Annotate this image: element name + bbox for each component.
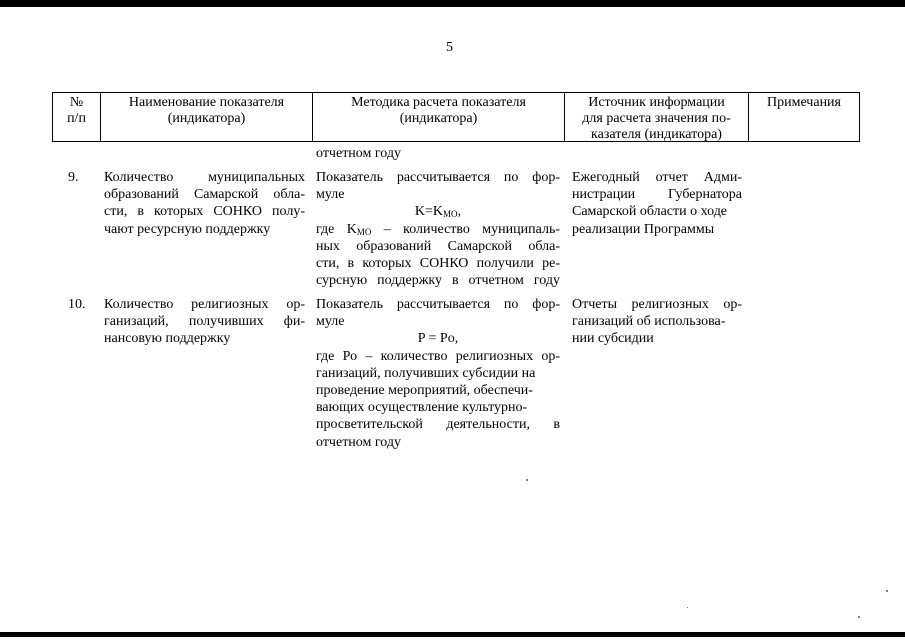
- text-line: проведение мероприятий, обеспечи-: [316, 383, 533, 399]
- header-source-line: Источник информации: [588, 95, 725, 110]
- text-line: [316, 221, 560, 238]
- header-notes: [749, 93, 859, 141]
- header-num-line: п/п: [67, 111, 86, 126]
- text-line: нансовую поддержку: [104, 331, 231, 347]
- formula-line: [316, 203, 560, 220]
- header-source-line: казателя (индикатора): [591, 127, 722, 142]
- top-border-rule: [0, 0, 905, 7]
- text-line: просветительской деятельности, в: [316, 417, 560, 433]
- row-method: [316, 169, 560, 289]
- row-number: 9.: [68, 170, 79, 185]
- formula-line: P = Po,: [417, 331, 459, 347]
- text-line: сти, в которых СОНКО получили ре-: [316, 256, 560, 272]
- row-source: [572, 169, 742, 238]
- header-method-line: (индикатора): [399, 111, 478, 126]
- text-line: чают ресурсную поддержку: [104, 221, 271, 237]
- formula-text: ,: [457, 204, 462, 220]
- text-line: ганизаций, получивших субсидии на: [316, 365, 536, 381]
- text-line: Количество муниципальных: [104, 170, 305, 185]
- continuation-text: отчетном году: [316, 146, 402, 161]
- text-line: нии субсидии: [572, 331, 654, 347]
- text-line: Самарской области о ходе: [572, 204, 728, 220]
- scan-speck: [526, 479, 528, 481]
- header-source-line: для расчета значения по-: [582, 111, 731, 126]
- header-notes-line: Примечания: [766, 95, 841, 110]
- text-line: реализации Программы: [572, 221, 715, 237]
- scan-speck: [858, 616, 860, 618]
- text-line: ганизаций, получивших фи-: [104, 314, 305, 330]
- text-line: Показатель рассчитывается по фор-: [316, 297, 560, 312]
- text-line: Количество религиозных ор-: [104, 297, 305, 312]
- text-line: ганизаций об использова-: [572, 314, 726, 330]
- where-text: – количество муниципаль-: [371, 221, 560, 237]
- row-method: [316, 296, 560, 451]
- text-line: ных образований Самарской обла-: [316, 238, 560, 254]
- scan-speck: [886, 590, 888, 592]
- row-source: [572, 296, 742, 348]
- scan-speck: [687, 607, 688, 608]
- page-number: 5: [446, 40, 453, 55]
- text-line: отчетном году: [316, 434, 402, 450]
- table-header: [52, 92, 860, 142]
- row-indicator-name: [104, 169, 305, 238]
- header-num: [53, 93, 100, 141]
- text-line: вающих осуществление культурно-: [316, 400, 528, 416]
- text-line: муле: [316, 314, 345, 330]
- text-line: Отчеты религиозных ор-: [572, 297, 742, 312]
- formula-text: K=K: [414, 204, 444, 220]
- text-line: Ежегодный отчет Адми-: [572, 170, 742, 185]
- formula-subscript: MO: [443, 209, 458, 220]
- text-line: где Ро – количество религиозных ор-: [316, 348, 560, 364]
- header-num-line: №: [69, 95, 84, 110]
- text-line: нистрации Губернатора: [572, 187, 742, 203]
- header-name-line: Наименование показателя: [128, 95, 285, 110]
- text-line: сурсную поддержку в отчетном году: [316, 273, 560, 289]
- text-line: муле: [316, 187, 345, 203]
- text-line: образований Самарской обла-: [104, 187, 305, 203]
- text-line: сти, в которых СОНКО полу-: [104, 204, 305, 220]
- header-name: [101, 93, 312, 141]
- text-line: Показатель рассчитывается по фор-: [316, 170, 560, 185]
- header-name-line: (индикатора): [167, 111, 246, 126]
- header-method-line: Методика расчета показателя: [351, 95, 526, 110]
- header-source: [565, 93, 748, 141]
- header-method: [313, 93, 564, 141]
- row-indicator-name: [104, 296, 305, 348]
- where-subscript: MO: [356, 226, 372, 237]
- bottom-border-rule: [0, 632, 905, 637]
- row-number: 10.: [68, 297, 86, 312]
- where-text: где K: [316, 221, 357, 237]
